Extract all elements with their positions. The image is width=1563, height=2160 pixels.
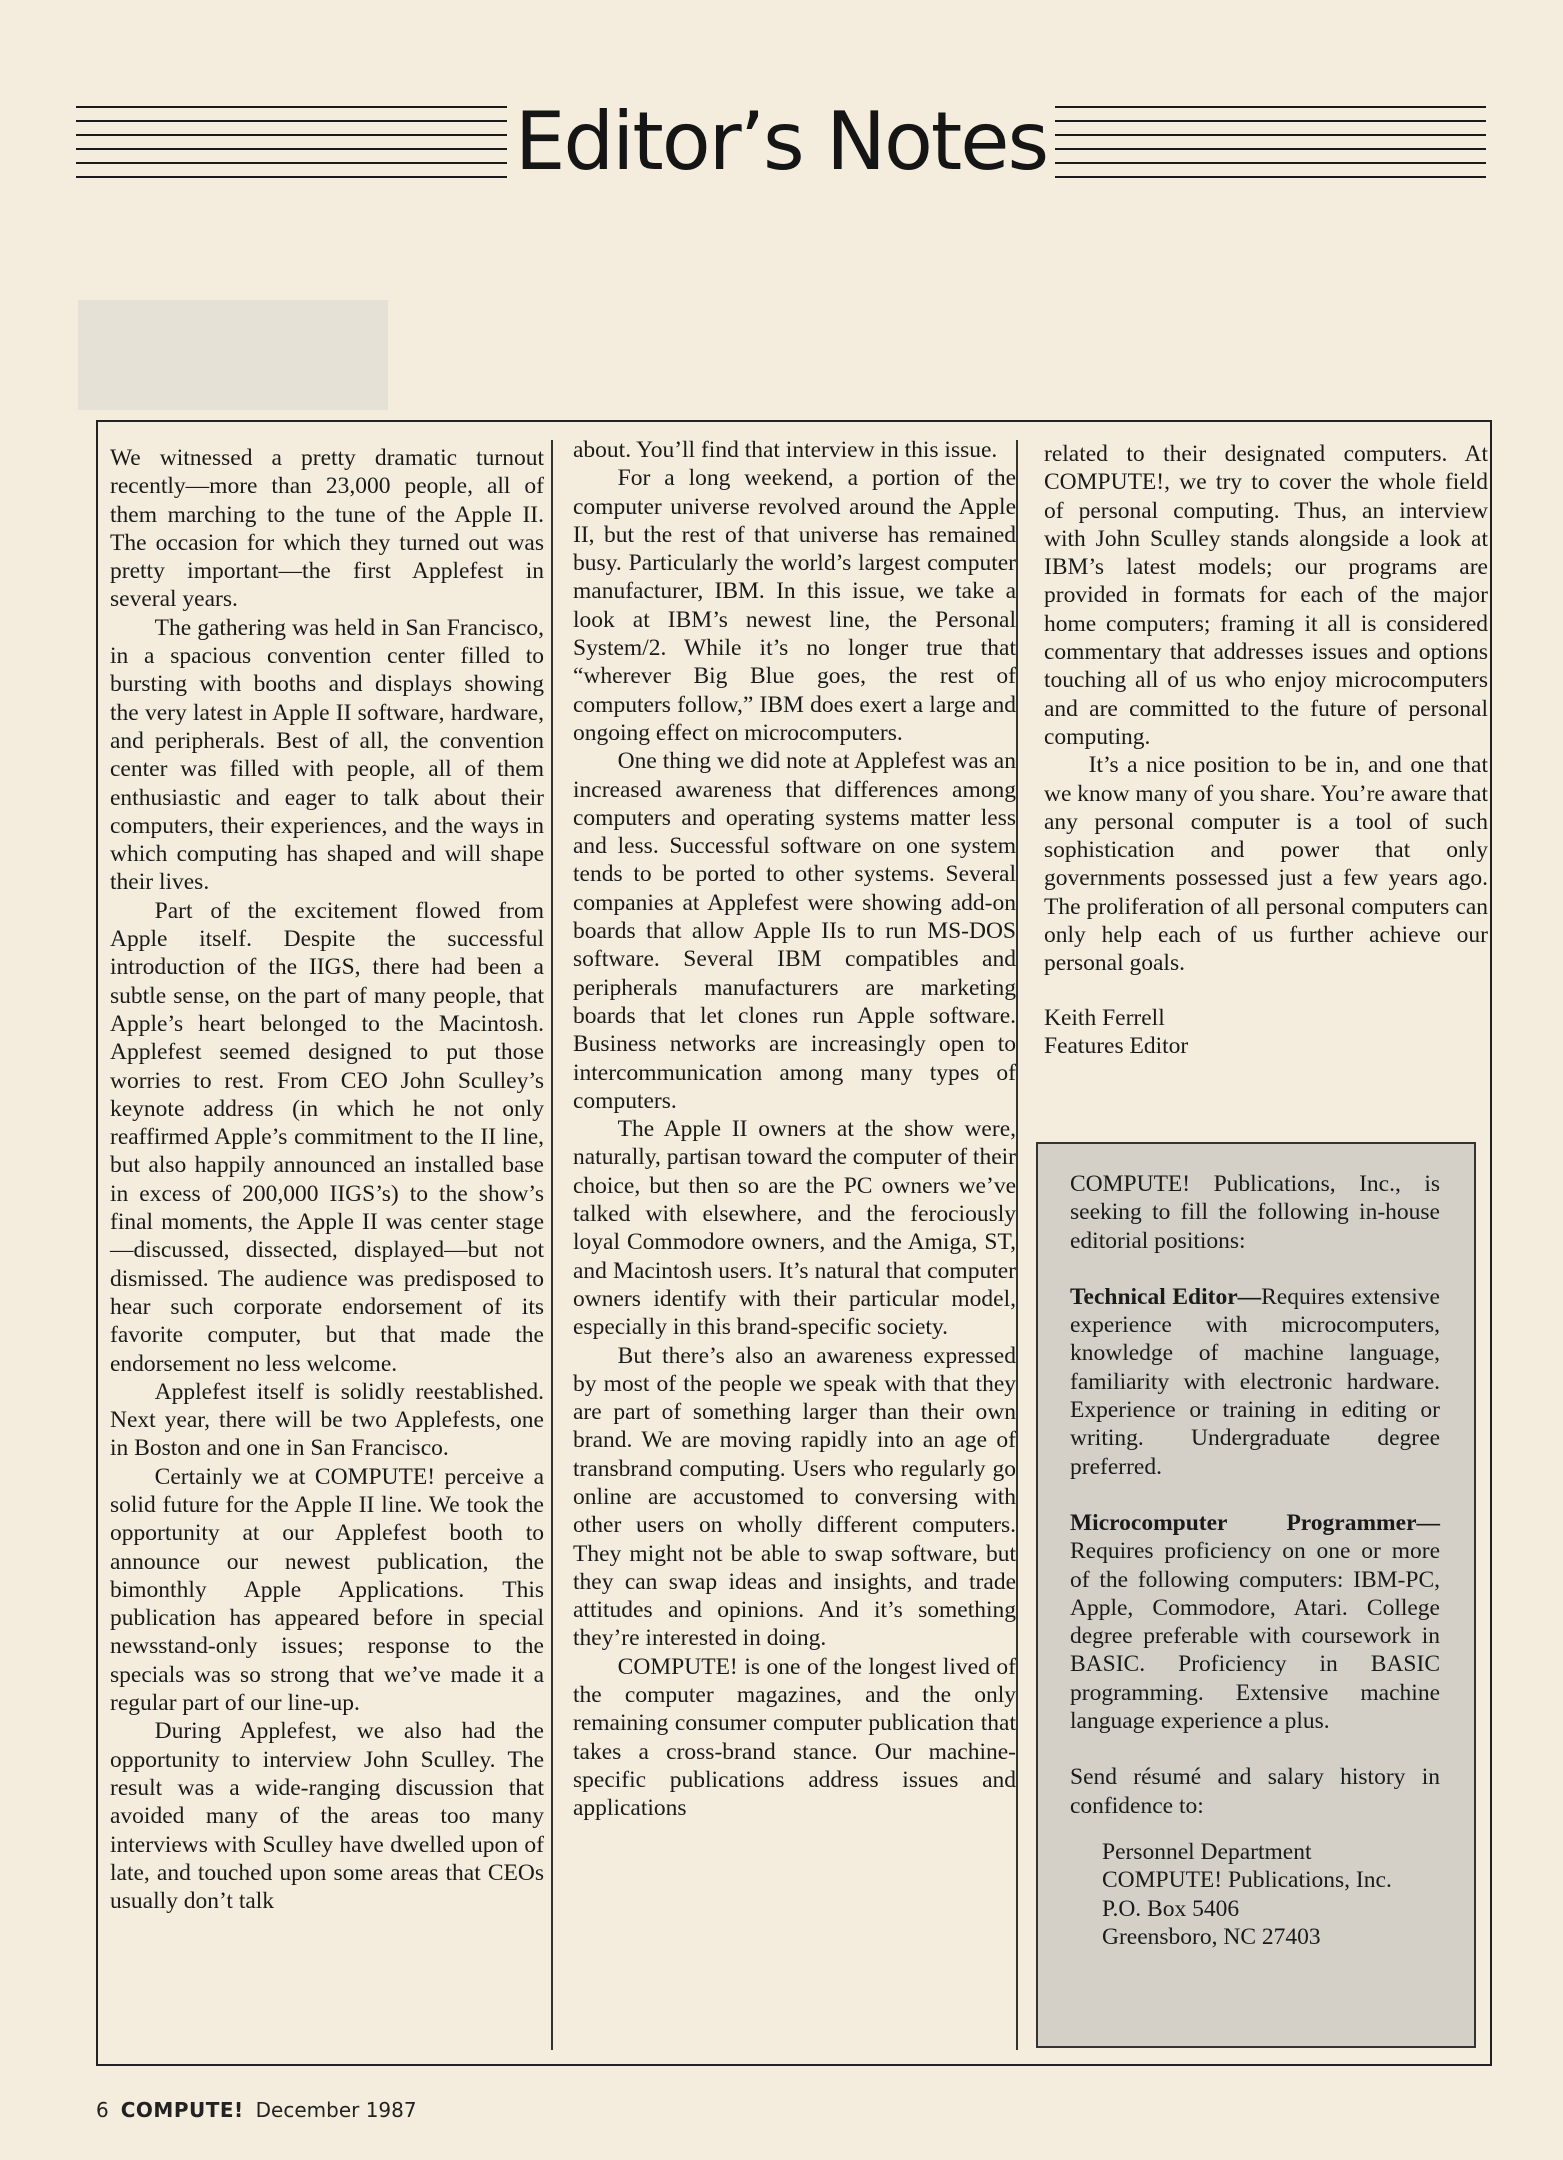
article-column-3 [1032, 440, 1500, 1060]
job-title: Technical Editor— [1070, 1283, 1262, 1310]
signature [1044, 1004, 1488, 1061]
page-title: Editor’s Notes [514, 95, 1048, 188]
address-line: Personnel Department [1102, 1838, 1312, 1865]
job-description: Requires extensive experience with microcomputers, knowledge of machine language, familiarity with electronic hardware. Experience or training in editing or writing. Undergraduate degree preferred. [1070, 1283, 1440, 1480]
paragraph: COMPUTE! is one of the longest lived of the computer magazines, and the only remaining consumer computer publication that takes a cross-brand stance. Our machine-specific publications address issues and applications [573, 1653, 1016, 1822]
address-line: Greensboro, NC 27403 [1102, 1923, 1321, 1950]
mailing-address [1102, 1838, 1440, 1951]
address-line: P.O. Box 5406 [1102, 1895, 1240, 1922]
job-openings-box [1036, 1142, 1476, 2048]
paragraph: For a long weekend, a portion of the computer universe revolved around the Apple II, but the rest of that universe has remained busy. Particularly the world’s largest computer manufacturer, IBM. In this issue, we take a look at IBM’s newest line, the Personal System/2. While it’s no longer true that “wherever Big Blue goes, the rest of computers follow,” IBM does exert a large and ongoing effect on microcomputers. [573, 465, 1016, 746]
page-header [76, 95, 1486, 188]
background-ghost-box [78, 300, 388, 410]
job-microcomputer-programmer [1070, 1509, 1440, 1735]
header-rules-right [1055, 106, 1486, 178]
paragraph: about. You’ll find that interview in this issue. [573, 437, 998, 463]
page-footer [96, 2098, 417, 2122]
paragraph: During Applefest, we also had the opportunity to interview John Sculley. The result was a wide-ranging discussion that avoided many of the areas too many interviews with Sculley have dwelled upon of late, and touched upon some areas that CEOs usually don’t talk [110, 1718, 544, 1915]
article-column-2 [561, 436, 1028, 1823]
paragraph: One thing we did note at Applefest was an increased awareness that differences among computers and operating systems matter less and less. Successful software on one system tends to be ported to other systems. Several companies at Applefest were showing add-on boards that allow Apple IIs to run MS-DOS software. Several IBM compatibles and peripherals manufacturers are marketing boards that let clones run Apple software. Business networks are increasingly open to intercommunication among many types of computers. [573, 748, 1016, 1114]
signature-role: Features Editor [1044, 1032, 1189, 1059]
paragraph: Part of the excitement flowed from Apple itself. Despite the successful introduction of the IIGS, there had been a subtle sense, on the part of many people, that Apple’s heart belonged to the Macintosh. Applefest seemed designed to put those worries to rest. From CEO John Sculley’s keynote address (in which he not only reaffirmed Apple’s commitment to the II line, but also happily announced an installed base in excess of 200,000 IIGS’s) to the show’s final moments, the Apple II was center stage—discussed, dissected, displayed—but not dismissed. The audience was predisposed to hear such corporate endorsement of its favorite computer, but that made the endorsement no less welcome. [110, 897, 544, 1377]
header-rules-left [76, 106, 507, 178]
column-divider [1016, 440, 1018, 2050]
paragraph: We witnessed a pretty dramatic turnout recently—more than 23,000 people, all of them marching to the tune of the Apple II. The occasion for which they turned out was pretty important—the first Applefest in several years. [110, 445, 544, 613]
job-description: Requires proficiency on one or more of the following computers: IBM-PC, Apple, Commodore, Atari. College degree preferable with coursework in BASIC. Proficiency in BASIC programming. Extensive machine language experience a plus. [1070, 1538, 1440, 1735]
magazine-name: COMPUTE! [120, 2098, 244, 2122]
jobs-intro: COMPUTE! Publications, Inc., is seeking to fill the following in-house editorial positions: [1070, 1171, 1440, 1254]
paragraph: Certainly we at COMPUTE! perceive a solid future for the Apple II line. We took the opportunity at our Applefest booth to announce our newest publication, the bimonthly Apple Applications. This publication has appeared before in special newsstand-only issues; response to the specials was so strong that we’ve made it a regular part of our line-up. [110, 1463, 544, 1717]
paragraph: It’s a nice position to be in, and one that we know many of you share. You’re aware that any personal computer is a tool of such sophistication and power that only governments possessed just a few years ago. The proliferation of all personal computers can only help each of us further achieve our personal goals. [1044, 752, 1488, 977]
paragraph: But there’s also an awareness expressed by most of the people we speak with that they are part of something larger than their own brand. We are moving rapidly into an age of transbrand computing. Users who regularly go online are accustomed to conversing with other users on wholly different computers. They might not be able to swap software, but they can swap ideas and insights, and trade attitudes and opinions. And it’s something they’re interested in doing. [573, 1342, 1016, 1652]
paragraph: The gathering was held in San Francisco, in a spacious convention center filled to bursting with booths and displays showing the very latest in Apple II software, hardware, and peripherals. Best of all, the convention center was filled with people, all of them enthusiastic and eager to talk about their computers, their experiences, and the ways in which computing has shaped and will shape their lives. [110, 614, 544, 896]
article-frame [96, 420, 1492, 2066]
paragraph: Applefest itself is solidly reestablished. Next year, there will be two Applefests, one in Boston and one in San Francisco. [110, 1378, 544, 1462]
jobs-send-instructions: Send résumé and salary history in confidence to: [1070, 1764, 1440, 1819]
page-number: 6 [96, 2098, 109, 2122]
address-line: COMPUTE! Publications, Inc. [1102, 1867, 1392, 1894]
paragraph: related to their designated computers. At COMPUTE!, we try to cover the whole field of personal computing. Thus, an interview with John Sculley stands alongside a look at IBM’s latest models; our programs are provided in formats for each of the major home computers; framing it all is considered commentary that addresses issues and options touching all of us who enjoy microcomputers and are committed to the future of personal computing. [1044, 441, 1488, 750]
job-title: Microcomputer Programmer— [1070, 1509, 1440, 1536]
column-divider [551, 440, 553, 2050]
paragraph: The Apple II owners at the show were, naturally, partisan toward the computer of their choice, but then so are the PC owners we’ve talked with elsewhere, and the ferociously loyal Commodore owners, and the Amiga, ST, and Macintosh users. It’s natural that computer owners identify with their particular model, especially in this brand-specific society. [573, 1116, 1016, 1341]
job-technical-editor [1070, 1283, 1440, 1481]
article-column-1 [98, 444, 558, 1915]
issue-date: December 1987 [255, 2098, 417, 2122]
signature-name: Keith Ferrell [1044, 1004, 1165, 1031]
